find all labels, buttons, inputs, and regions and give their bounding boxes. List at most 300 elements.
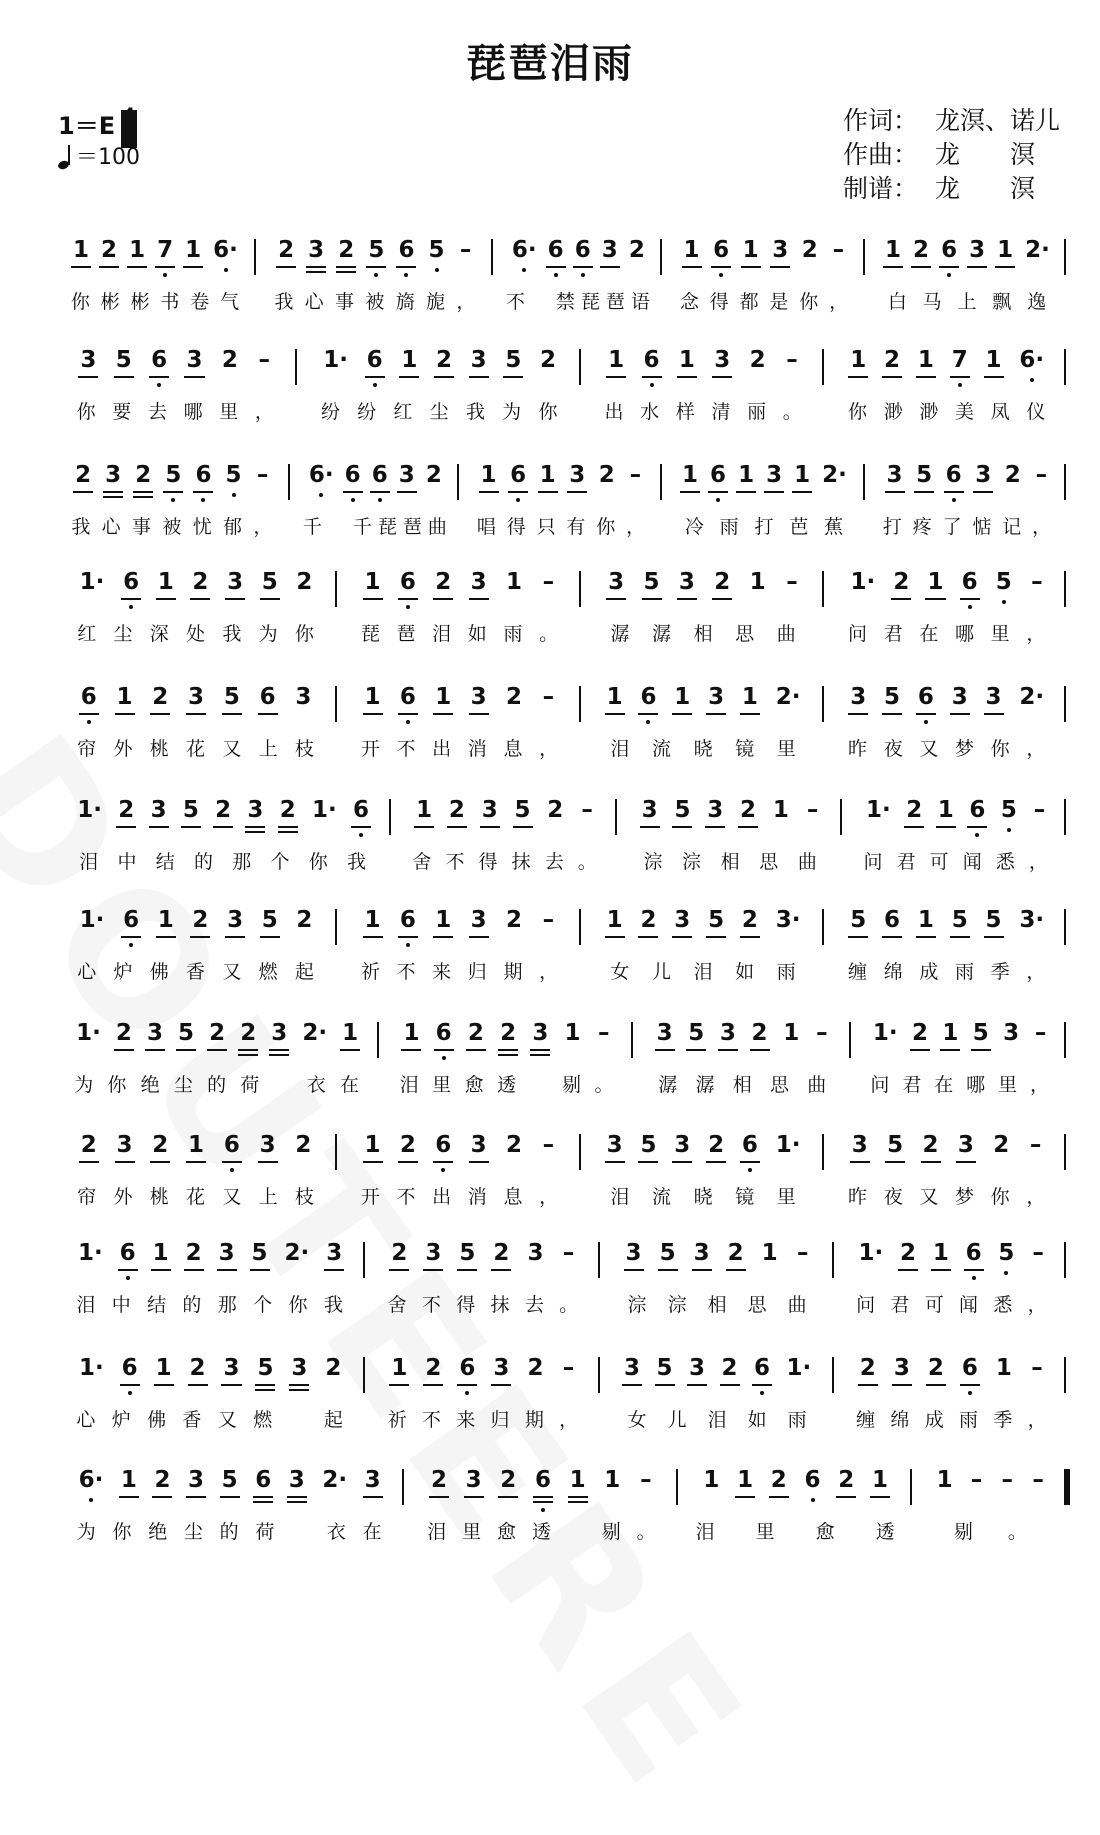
note: 1· [78,1355,104,1381]
barline [598,1357,600,1393]
note: – [542,684,555,710]
note: 2 [75,460,91,490]
note: 3 [624,1353,640,1383]
note-row [589,1130,819,1178]
barline [1064,1242,1066,1278]
lyric-line: 出 水 样 清 丽 。 [604,401,803,423]
note: 1 [872,1465,888,1495]
measure [859,1018,1063,1113]
note-row [61,1465,398,1513]
note: 5 [262,567,278,597]
lyric-line: 泪 中 结 的 那 个 你 我 [79,851,367,873]
note: 3 [186,345,202,375]
measure [501,235,656,330]
note: 5 [116,345,132,375]
note: – [1035,462,1048,488]
note: 6 [644,345,660,375]
note: 3 [227,905,243,935]
note: 5 [688,1018,704,1048]
note: 1 [365,1130,381,1160]
note: – [1031,1355,1043,1381]
note: 1· [311,797,337,823]
credit-arrangement: 制谱： 龙 溟 [842,174,1035,203]
note: 5 [657,1353,673,1383]
note: 6 [123,905,139,935]
note-row [373,1238,593,1286]
note: 2 [436,345,452,375]
staff-system [55,567,1070,662]
note: 5 [515,795,531,825]
note: 2 [893,567,909,597]
lyric-line: 你 渺 渺 美 凤 仪 [848,401,1047,423]
lyric-line: 帘 外 桃 花 又 上 枝 [77,738,315,760]
note: 3 [602,235,618,265]
lyric-line: 剔 。 [953,1521,1028,1543]
note: 6· [1019,345,1044,375]
note: 3 [852,1130,868,1160]
note: – [1032,1467,1044,1493]
note: 2 [449,795,465,825]
measure [61,460,284,555]
note-row [608,1238,828,1286]
note: 2 [186,1238,202,1268]
note: 3 [247,795,263,825]
note: 6 [353,795,369,825]
measure [61,905,331,1000]
note: – [562,1240,575,1266]
lyric-line: 为 你 绝 尘 的 荷 衣 在 [76,1521,383,1543]
note: 3 [707,795,723,825]
note: 2 [708,1130,724,1160]
lyric-line: 女 儿 泪 如 雨 [627,1409,808,1431]
note: – [796,1240,809,1266]
note: – [581,797,593,823]
note: 5 [952,905,968,935]
note: 2 [391,1238,407,1268]
note: 2· [822,462,847,488]
note: 2 [640,905,656,935]
song-title: 琵琶泪雨 [466,41,634,87]
barline [579,1134,581,1170]
note: 6· [512,235,537,265]
note-row [345,1130,575,1178]
note: 1 [604,1467,621,1493]
barline [631,1022,633,1058]
note: 3 [471,1130,487,1160]
note: – [258,347,270,373]
lyric-line: 心 炉 佛 香 又 燃 起 [77,961,315,983]
measure [345,682,575,777]
note: 5 [222,1465,238,1495]
note: 1 [156,1353,172,1383]
note: 1 [481,460,497,490]
lyric-line: 千 千 琵 琶 曲 [302,516,448,538]
note: 3 [894,1353,910,1383]
note: 3 [466,1465,482,1495]
note: 2 [135,460,151,490]
note: 6 [962,567,978,597]
barline [1064,909,1066,945]
lyric-line: 问 君 在 哪 里 ， [848,623,1047,645]
note: – [629,462,642,488]
note-row [641,1018,845,1066]
note: 5 [644,567,660,597]
barline [1064,799,1066,835]
note: 1 [918,345,934,375]
measure [345,567,575,662]
lyric-line: 心 炉 佛 香 又 燃 起 [76,1409,344,1431]
barline [363,1357,365,1393]
barline [1064,349,1066,385]
note: 3 [527,1240,544,1266]
note: 3 [608,567,624,597]
time-signature [123,107,135,141]
note: 1 [570,1465,586,1495]
staff-system [55,1353,1070,1448]
note: 5 [660,1238,676,1268]
note: 6 [966,1238,982,1268]
note: 2 [296,907,313,933]
note: 2 [506,684,523,710]
staff-system [55,460,1070,555]
note: 6 [400,682,416,712]
note: 1 [703,1467,720,1493]
note: 1 [129,235,145,265]
barline [254,239,256,275]
note: – [640,1467,652,1493]
note: 6 [436,1018,452,1048]
note: 1 [986,345,1002,375]
measure [920,1465,1062,1560]
note: – [786,569,798,595]
measure [832,345,1062,440]
note: 2 [860,1353,876,1383]
lyric-line: 泪 里 愈 透 剔 。 [427,1521,657,1543]
measure [305,345,575,440]
barline [363,1242,365,1278]
note: 6 [224,1130,240,1160]
note: 3 [227,567,243,597]
note: 1· [76,1020,101,1046]
note-row [399,795,611,843]
note: 5 [708,905,724,935]
lyric-line: 你 要 去 哪 里 ， [76,401,275,423]
measure [399,795,611,890]
note: 6 [575,235,591,265]
note: 3 [80,345,96,375]
note: 2 [493,1238,509,1268]
note: 1 [365,905,381,935]
barline [832,1357,834,1393]
barline [598,1242,600,1278]
note: 5 [973,1018,989,1048]
lyric-line: 开 不 出 消 息 ， [360,738,560,760]
barline [402,1469,404,1505]
note: 6 [640,682,656,712]
measure [873,235,1062,330]
barline [910,1469,912,1505]
measure [832,905,1062,1000]
note: 2 [101,235,117,265]
measure [387,1018,627,1113]
barline [849,1022,851,1058]
note: 1 [682,460,698,490]
measure [873,460,1062,555]
note: 1 [564,1020,581,1046]
note: 2 [295,1132,312,1158]
note: 6 [459,1353,475,1383]
note-row [61,905,331,953]
note: 2 [468,1018,484,1048]
note-row [589,682,819,730]
lyric-line: 你 彬 彬 书 卷 气 [70,291,241,313]
note: 1 [995,1355,1012,1381]
note: 5 [178,1018,194,1048]
note: 2 [928,1353,944,1383]
note: 6 [260,682,276,712]
note-row [842,1238,1062,1286]
measure [61,682,331,777]
note-row [61,567,331,615]
note: 1 [761,1240,778,1266]
note: 6· [79,1465,104,1495]
key-label: 1＝E [58,112,116,140]
staff-system [55,905,1070,1000]
note: 3 [326,1238,342,1268]
final-barline [1064,1469,1070,1505]
credit-music: 作曲： 龙 溟 [842,140,1035,169]
note: 6 [123,567,139,597]
note-row [61,1018,373,1066]
barline [1064,464,1066,500]
note: 2 [221,347,238,373]
note: 2 [280,795,296,825]
note: 5 [996,567,1012,597]
note-row [61,1238,359,1286]
note: 3 [626,1238,642,1268]
note-row [832,1130,1062,1178]
note: 3 [969,235,985,265]
note: 1 [918,905,934,935]
measure [842,1238,1062,1333]
note: 2 [325,1355,342,1381]
note: 3 [471,682,487,712]
note-row [873,235,1062,283]
note: 3 [674,905,690,935]
note: 5 [368,235,384,265]
note: 1 [737,1465,753,1495]
note: 1 [117,682,133,712]
note-row [832,567,1062,615]
note: 3 [708,682,724,712]
note: 3· [1019,907,1045,933]
note: 2 [900,1238,916,1268]
note-row [920,1465,1062,1513]
note: 2 [714,567,730,597]
barline [491,239,493,275]
note: 2 [1004,462,1021,488]
barline [615,799,617,835]
lyric-line: 女 儿 泪 如 雨 [610,961,797,983]
note: 1 [885,235,901,265]
barline [822,686,824,722]
note: 1 [435,905,451,935]
lyric-line: 纷 纷 红 尘 我 为 你 [320,401,559,423]
measure [686,1465,906,1560]
note: 6 [884,905,900,935]
note-row [264,235,487,283]
note: 1 [506,569,523,595]
note: 2 [752,1018,768,1048]
lyric-line: 舍 不 得 抹 去 。 [412,851,598,873]
note-row [832,682,1062,730]
barline [822,349,824,385]
note: 3 [642,795,658,825]
note: 1 [158,567,174,597]
measure [608,1353,828,1448]
staff-system [55,1465,1070,1560]
note: 1· [786,1355,812,1381]
measure [345,1130,575,1225]
note-row [61,1130,331,1178]
note: 6 [548,235,564,265]
note: 1· [79,569,105,595]
note: 1 [742,682,758,712]
measure [589,1130,819,1225]
lyric-line: 泪 里 愈 透 [695,1521,896,1543]
note: 3 [569,460,585,490]
note: 2 [500,1018,516,1048]
barline [1064,686,1066,722]
note: 6 [345,460,361,490]
lyric-line: 祈 不 来 归 期 ， [360,961,560,983]
note: 6 [805,1465,821,1495]
lyric-line: 唱 得 只 有 你 ， [476,516,647,538]
lyric-line: 祈 不 来 归 期 ， [387,1409,580,1431]
note: 6 [435,1130,451,1160]
lyric-line: 冷 雨 打 芭 蕉 [684,516,845,538]
barline [579,686,581,722]
note: 2 [152,1130,168,1160]
note: 2 [190,1353,206,1383]
note: 2 [913,235,929,265]
measure [345,905,575,1000]
note: 3 [607,1130,623,1160]
barline [335,686,337,722]
tempo-marking [58,140,140,171]
lyric-line: 不 禁 琵 琶 语 [505,291,651,313]
note: 6 [255,1465,271,1495]
note-row [670,235,859,283]
note: 1 [158,905,174,935]
note: 2 [801,237,818,263]
note: 6 [918,682,934,712]
barline [579,909,581,945]
measure [61,1465,398,1560]
note: 2 [152,682,168,712]
note: 1 [794,460,810,490]
note-row [608,1353,828,1401]
note: 5 [998,1238,1014,1268]
lyric-line: 泪 中 结 的 那 个 你 我 [76,1294,344,1316]
barline [389,799,391,835]
staff-system [55,1130,1070,1225]
note: 5 [165,460,181,490]
note: 2 [400,1130,416,1160]
note-row [345,682,575,730]
note: 2 [81,1130,97,1160]
note: 2 [506,1132,523,1158]
measure [832,567,1062,662]
note: 6 [122,1353,138,1383]
note: 1 [540,460,556,490]
note: 3 [714,345,730,375]
note: 2 [884,345,900,375]
note: – [1001,1467,1014,1493]
note: 2 [527,1355,544,1381]
note: 2 [431,1465,447,1495]
barline [335,571,337,607]
measure [589,345,819,440]
lyric-line: 缠 绵 成 雨 季 ， [848,961,1047,983]
measure [850,795,1062,890]
barline [295,349,297,385]
note: 2· [1019,684,1045,710]
note-row [387,1018,627,1066]
credits [843,104,1060,206]
note: 2 [722,1353,738,1383]
barline [579,571,581,607]
note: 2 [215,795,231,825]
lyric-line: 白 马 上 飘 逸 [887,291,1048,313]
note: 3 [689,1353,705,1383]
key-signature [58,106,135,141]
barline [335,1134,337,1170]
note: 7 [952,345,968,375]
note: 6 [398,235,414,265]
note: 1 [416,795,432,825]
barline [1064,571,1066,607]
lyric-line: 念 得 都 是 你 ， [679,291,850,313]
note: 3 [308,235,324,265]
note: – [542,569,555,595]
note: 3 [720,1018,736,1048]
note-row [61,1353,359,1401]
note: 1 [743,235,759,265]
note-row [305,345,575,393]
note: 2 [547,797,564,823]
note: 6 [742,1130,758,1160]
note: 3 [188,1465,204,1495]
note: 1 [850,345,866,375]
note: 1 [749,569,766,595]
barline [1064,1134,1066,1170]
note: 3 [674,1130,690,1160]
note: 2 [771,1465,787,1495]
note: 2 [740,795,756,825]
note: 2 [506,907,523,933]
measure [373,1353,593,1448]
note: 3 [223,1353,239,1383]
note: 3 [766,460,782,490]
note: 1 [933,1238,949,1268]
note: 3 [958,1130,974,1160]
credit-lyrics: 作词： 龙溟、诺儿 [842,106,1060,135]
note: 2· [1025,237,1050,263]
note: 2 [742,905,758,935]
note: 1 [679,345,695,375]
measure [589,567,819,662]
